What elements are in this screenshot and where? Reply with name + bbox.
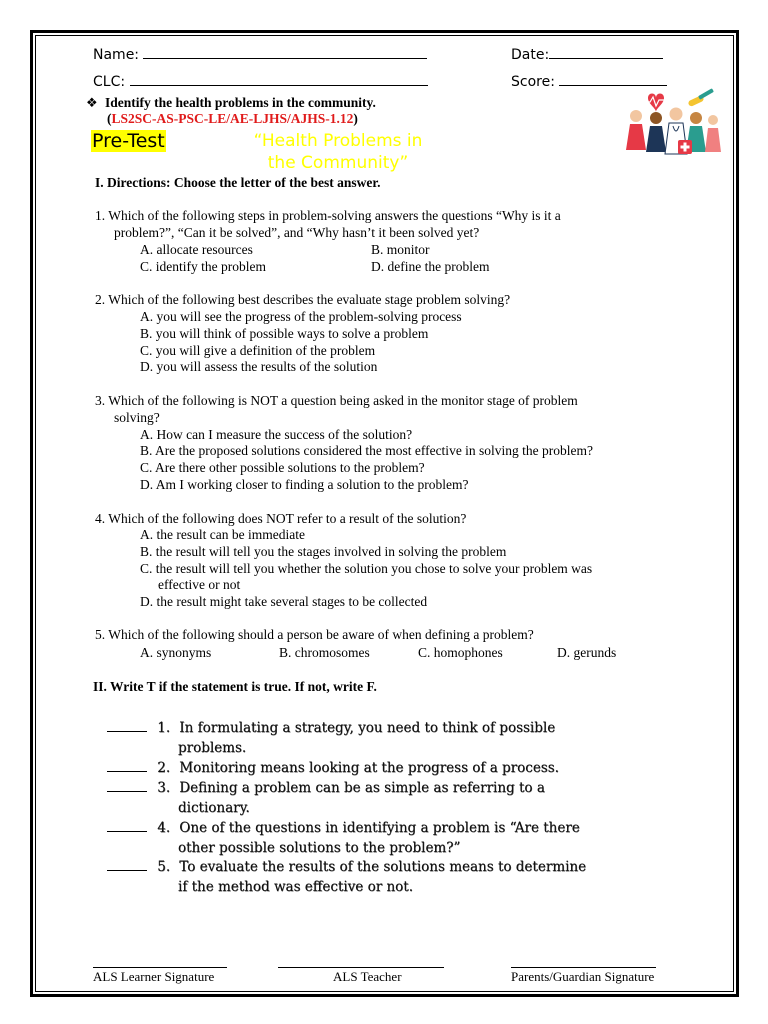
clc-field[interactable]: [93, 74, 428, 90]
q4-option-c[interactable]: C. the result will tell you whether the solution you chose to solve your problem was: [140, 561, 593, 576]
answer-blank-3[interactable]: [107, 780, 147, 792]
q4-option-c-cont: effective or not: [158, 577, 241, 592]
competency-code: (LS2SC-AS-PSC-LE/AE-LJHS/AJHS-1.12): [107, 111, 358, 126]
q1-option-c[interactable]: C. identify the problem: [140, 259, 266, 274]
question-5: 5. Which of the following should a person be aware of when defining a problem?: [95, 627, 534, 642]
q4-option-b[interactable]: B. the result will tell you the stages involved in solving the problem: [140, 544, 507, 559]
tf-item-4: 4. One of the questions in identifying a problem is “Are there other possible solutions to the problem?”: [107, 819, 580, 858]
q2-option-d[interactable]: D. you will assess the results of the solution: [140, 359, 378, 374]
date-label: Date:: [511, 47, 550, 63]
q3-option-b[interactable]: B. Are the proposed solutions considered the most effective in solving the problem?: [140, 443, 594, 458]
question-1-cont: problem?”, “Can it be solved”, and “Why hasn’t it been solved yet?: [114, 225, 480, 240]
question-1: 1. Which of the following steps in problem-solving answers the questions “Why is it a: [95, 208, 561, 223]
learner-signature-label: ALS Learner Signature: [93, 969, 215, 984]
teacher-signature-line[interactable]: [278, 967, 444, 968]
q3-option-a[interactable]: A. How can I measure the success of the solution?: [140, 427, 413, 442]
q1-option-a[interactable]: A. allocate resources: [140, 242, 253, 257]
clc-line[interactable]: [130, 74, 428, 86]
q4-option-a[interactable]: A. the result can be immediate: [140, 527, 305, 542]
clc-label: CLC:: [93, 74, 126, 90]
answer-blank-4[interactable]: [107, 820, 147, 832]
score-label: Score:: [511, 74, 555, 90]
q3-option-c[interactable]: C. Are there other possible solutions to the problem?: [140, 460, 425, 475]
date-line[interactable]: [549, 47, 663, 59]
diamond-bullet-icon: ❖: [86, 96, 98, 111]
q2-option-b[interactable]: B. you will think of possible ways to solve a problem: [140, 326, 429, 341]
tf-item-3: 3. Defining a problem can be as simple as referring to a dictionary.: [107, 779, 545, 818]
q4-option-d[interactable]: D. the result might take several stages to be collected: [140, 594, 428, 609]
name-line[interactable]: [143, 47, 427, 59]
q1-option-d[interactable]: D. define the problem: [371, 259, 490, 274]
question-3-cont: solving?: [114, 410, 160, 425]
objective-text: Identify the health problems in the community.: [105, 95, 376, 110]
date-field[interactable]: [511, 47, 663, 63]
section1-heading: I. Directions: Choose the letter of the best answer.: [95, 175, 381, 190]
name-label: Name:: [93, 47, 140, 63]
topic-title: “Health Problems in the Community”: [253, 131, 423, 173]
tf-item-1: 1. In formulating a strategy, you need to think of possible problems.: [107, 719, 555, 758]
question-4: 4. Which of the following does NOT refer to a result of the solution?: [95, 511, 467, 526]
teacher-signature-label: ALS Teacher: [333, 969, 402, 984]
name-field[interactable]: [93, 47, 427, 63]
q5-option-d[interactable]: D. gerunds: [557, 645, 617, 660]
tf-item-2: 2. Monitoring means looking at the progress of a process.: [107, 759, 559, 779]
answer-blank-5[interactable]: [107, 859, 147, 871]
q5-option-a[interactable]: A. synonyms: [140, 645, 212, 660]
tf-item-5: 5. To evaluate the results of the solutions means to determine if the method was effective or not.: [107, 858, 586, 897]
answer-blank-1[interactable]: [107, 720, 147, 732]
q5-option-b[interactable]: B. chromosomes: [279, 645, 370, 660]
section2-heading: II. Write T if the statement is true. If not, write F.: [93, 679, 377, 694]
answer-blank-2[interactable]: [107, 760, 147, 772]
parent-signature-line[interactable]: [511, 967, 656, 968]
q3-option-d[interactable]: D. Am I working closer to finding a solution to the problem?: [140, 477, 469, 492]
competency-code-text: LS2SC-AS-PSC-LE/AE-LJHS/AJHS-1.12: [111, 111, 354, 126]
parent-signature-label: Parents/Guardian Signature: [511, 969, 655, 984]
score-line[interactable]: [559, 74, 667, 86]
question-2: 2. Which of the following best describes the evaluate stage problem solving?: [95, 292, 511, 307]
health-workers-illustration-icon: [618, 88, 722, 160]
learner-signature-line[interactable]: [93, 967, 227, 968]
question-3: 3. Which of the following is NOT a question being asked in the monitor stage of problem: [95, 393, 578, 408]
q2-option-a[interactable]: A. you will see the progress of the problem-solving process: [140, 309, 462, 324]
q1-option-b[interactable]: B. monitor: [371, 242, 430, 257]
pretest-title: Pre-Test: [92, 130, 165, 152]
q2-option-c[interactable]: C. you will give a definition of the problem: [140, 343, 376, 358]
q5-option-c[interactable]: C. homophones: [418, 645, 503, 660]
